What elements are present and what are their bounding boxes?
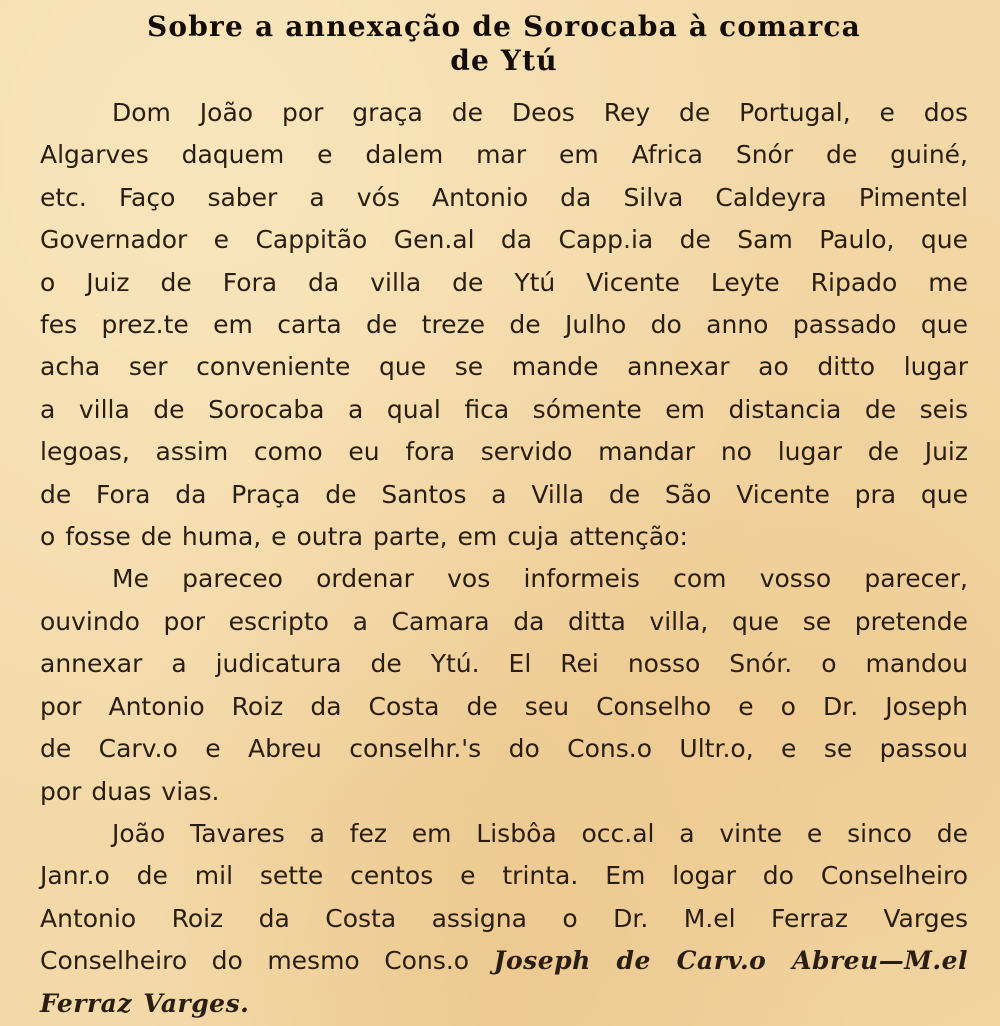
paragraph-2 [40,558,968,812]
text-line: o fosse de huma, e outra parte, em cuja attenção: [40,522,688,552]
text-line: João Tavares a fez em Lisbôa occ.al a vinte e sinco de [112,818,968,848]
text-line: acha ser conveniente que se mande annexar ao ditto lugar [40,352,968,382]
text-line [40,940,968,982]
text-line: por Antonio Roiz da Costa de seu Conselho e o Dr. Joseph [40,691,968,721]
signature-joseph: Joseph de Carv.o Abreu—M.el [493,946,968,976]
text-line [40,983,968,1025]
title-line-1: Sobre a annexação de Sorocaba à comarca [146,10,862,43]
text-line: fes prez.te em carta de treze de Julho do anno passado que [40,310,968,340]
text-line: legoas, assim como eu fora servido mandar no lugar de Juiz [40,437,968,467]
document-title [40,10,968,78]
text-line: Me pareceo ordenar vos informeis com vosso parecer, [112,564,968,594]
text-line: a villa de Sorocaba a qual fica sómente em distancia de seis [40,394,968,424]
text-line: o Juiz de Fora da villa de Ytú Vicente Leyte Ripado me [40,267,968,297]
text-line: Antonio Roiz da Costa assigna o Dr. M.el Ferraz Varges [40,903,968,933]
document-page [40,10,968,1025]
text-line: por duas vias. [40,776,220,806]
text-line: Janr.o de mil sette centos e trinta. Em logar do Conselheiro [40,861,968,891]
text-line: annexar a judicatura de Ytú. El Rei nosso Snór. o mandou [40,649,968,679]
text-line: Algarves daquem e dalem mar em Africa Snór de guiné, [40,140,968,170]
text-line: de Carv.o e Abreu conselhr.'s do Cons.o Ultr.o, e se passou [40,734,968,764]
text-fragment: Conselheiro do mesmo Cons.o [40,946,470,976]
title-line-2: de Ytú [450,44,558,77]
document-body [40,92,968,1025]
paragraph-1 [40,92,968,558]
text-line: etc. Faço saber a vós Antonio da Silva Caldeyra Pimentel [40,182,968,212]
text-line: de Fora da Praça de Santos a Villa de São Vicente pra que [40,479,968,509]
text-line: Dom João por graça de Deos Rey de Portugal, e dos [112,98,968,127]
text-line: ouvindo por escripto a Camara da ditta villa, que se pretende [40,606,968,636]
paragraph-3 [40,813,968,1025]
signature-ferraz: Ferraz Varges. [40,988,250,1018]
text-line: Governador e Cappitão Gen.al da Capp.ia de Sam Paulo, que [40,225,968,255]
